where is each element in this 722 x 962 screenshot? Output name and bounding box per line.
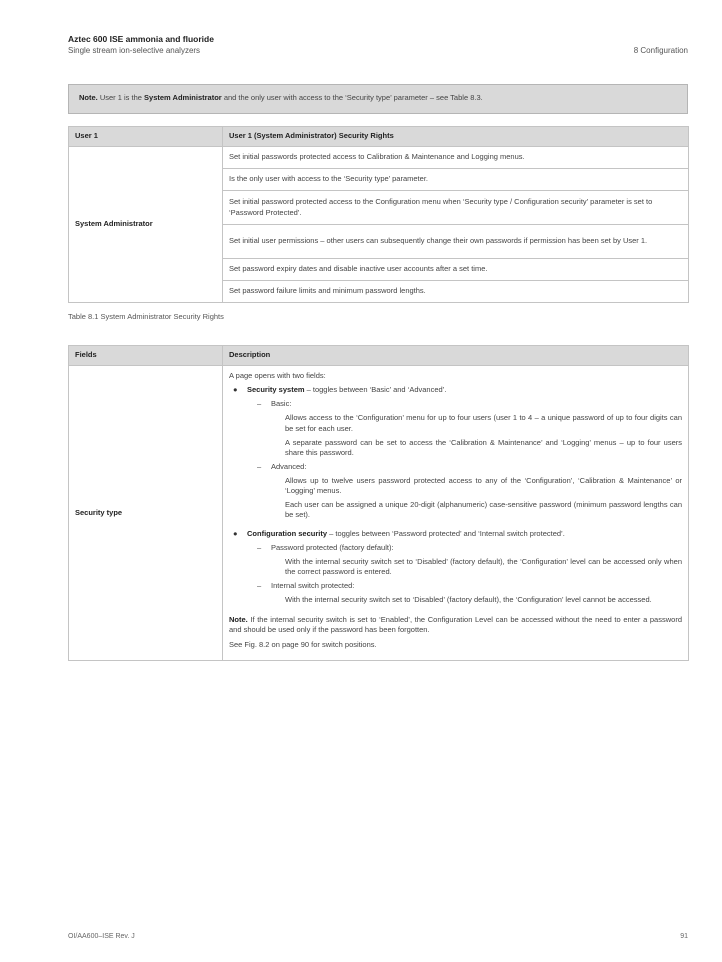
bullet-text: – toggles between ‘Basic’ and ‘Advanced’. (304, 385, 447, 395)
table-cell: Set initial passwords protected access to Calibration & Maintenance and Logging menus. (223, 147, 689, 169)
sub-item-text: A separate password can be set to access the ‘Calibration & Maintenance’ and ‘Logging’ menus – up to four users share this password. (285, 437, 682, 457)
sub-item-text: With the internal security switch set to ‘Disabled’ (factory default), the ‘Configuration’ level can be accessed only when the correct password is entered. (285, 556, 682, 576)
dash-icon: – (257, 399, 262, 409)
admin-rights-table (68, 126, 689, 303)
table-row (69, 366, 689, 661)
list-item (257, 543, 682, 553)
table-header-cell: User 1 (System Administrator) Security Rights (223, 127, 689, 147)
description-cell (223, 366, 689, 661)
table-header-cell: Fields (69, 346, 223, 366)
page-number: 91 (680, 933, 688, 940)
list-item (233, 529, 682, 539)
table-cell: Set password expiry dates and disable inactive user accounts after a set time. (223, 259, 689, 281)
row-label: System Administrator (69, 147, 223, 303)
note-label: Note. (229, 615, 248, 625)
section-label: 8 Configuration (633, 46, 688, 55)
document-title: Aztec 600 ISE ammonia and fluoride (68, 34, 214, 44)
note-label: Note. (79, 93, 98, 102)
note-box (68, 84, 688, 114)
sub-item-label: Password protected (factory default): (271, 542, 394, 552)
note-text: If the internal security switch is set to ‘Enabled’, the Configuration Level can be accessed without the need to enter a password and should be used only if the password has been forgotten. (229, 615, 682, 635)
intro-text: A page opens with two fields: (229, 371, 326, 380)
table-cell: Set initial user permissions – other users can subsequently change their own passwords if permission has been set by User 1. (223, 225, 689, 259)
sub-item-text: Allows access to the ‘Configuration’ menu for up to four users (user 1 to 4 – a unique password of up to four digits can be set for each user. (285, 413, 682, 433)
sub-item-label: Advanced: (271, 461, 307, 471)
sub-item-label: Internal switch protected: (271, 581, 355, 590)
bullet-title: Security system (247, 385, 305, 395)
table-header-cell: User 1 (69, 127, 223, 147)
sub-item-label: Basic: (271, 399, 292, 409)
note-text-before: User 1 is the (99, 93, 142, 102)
bullet-text: – toggles between ‘Password protected’ and ‘Internal switch protected’. (327, 528, 565, 538)
see-figure-text: See Fig. 8.2 on page 90 for switch positions. (229, 639, 377, 649)
bullet-icon: ● (233, 528, 238, 538)
sub-item-text: Each user can be assigned a unique 20-digit (alphanumeric) case-sensitive password (minimum password lengths can be set). (285, 500, 682, 520)
footer-document-id: OI/AA600–ISE Rev. J (68, 933, 135, 940)
security-type-table (68, 345, 689, 661)
note-text-after: and the only user with access to the ‘Security type’ parameter – see Table 8.3. (223, 93, 483, 102)
table-header-cell: Description (223, 346, 689, 366)
page-header (68, 34, 688, 57)
table-cell: Is the only user with access to the ‘Security type’ parameter. (223, 169, 689, 191)
sub-item-text: Allows up to twelve users password protected access to any of the ‘Configuration’, ‘Calibration & Maintenance’ or ‘Logging’ menus. (285, 476, 682, 496)
table-cell: Set password failure limits and minimum password lengths. (223, 281, 689, 303)
table-row (69, 147, 689, 169)
row-label: Security type (69, 366, 223, 661)
dash-icon: – (257, 581, 262, 590)
bullet-icon: ● (233, 385, 238, 395)
table-cell: Set initial password protected access to the Configuration menu when ‘Security type / Configuration security’ parameter is set to ‘Password Protected’. (223, 191, 689, 225)
note-bold: System Administrator (144, 93, 222, 102)
list-item (257, 399, 682, 409)
table-header-row (69, 127, 689, 147)
list-item (257, 581, 682, 591)
table-caption: Table 8.1 System Administrator Security Rights (68, 312, 224, 321)
document-subtitle: Single stream ion-selective analyzers (68, 46, 201, 56)
sub-item-text: With the internal security switch set to ‘Disabled’ (factory default), the ‘Configuration’ level cannot be accessed. (285, 595, 652, 605)
list-item (233, 385, 682, 395)
dash-icon: – (257, 461, 262, 471)
table-header-row (69, 346, 689, 366)
dash-icon: – (257, 542, 262, 552)
bullet-title: Configuration security (247, 528, 328, 538)
note-paragraph (229, 615, 682, 635)
list-item (257, 462, 682, 472)
